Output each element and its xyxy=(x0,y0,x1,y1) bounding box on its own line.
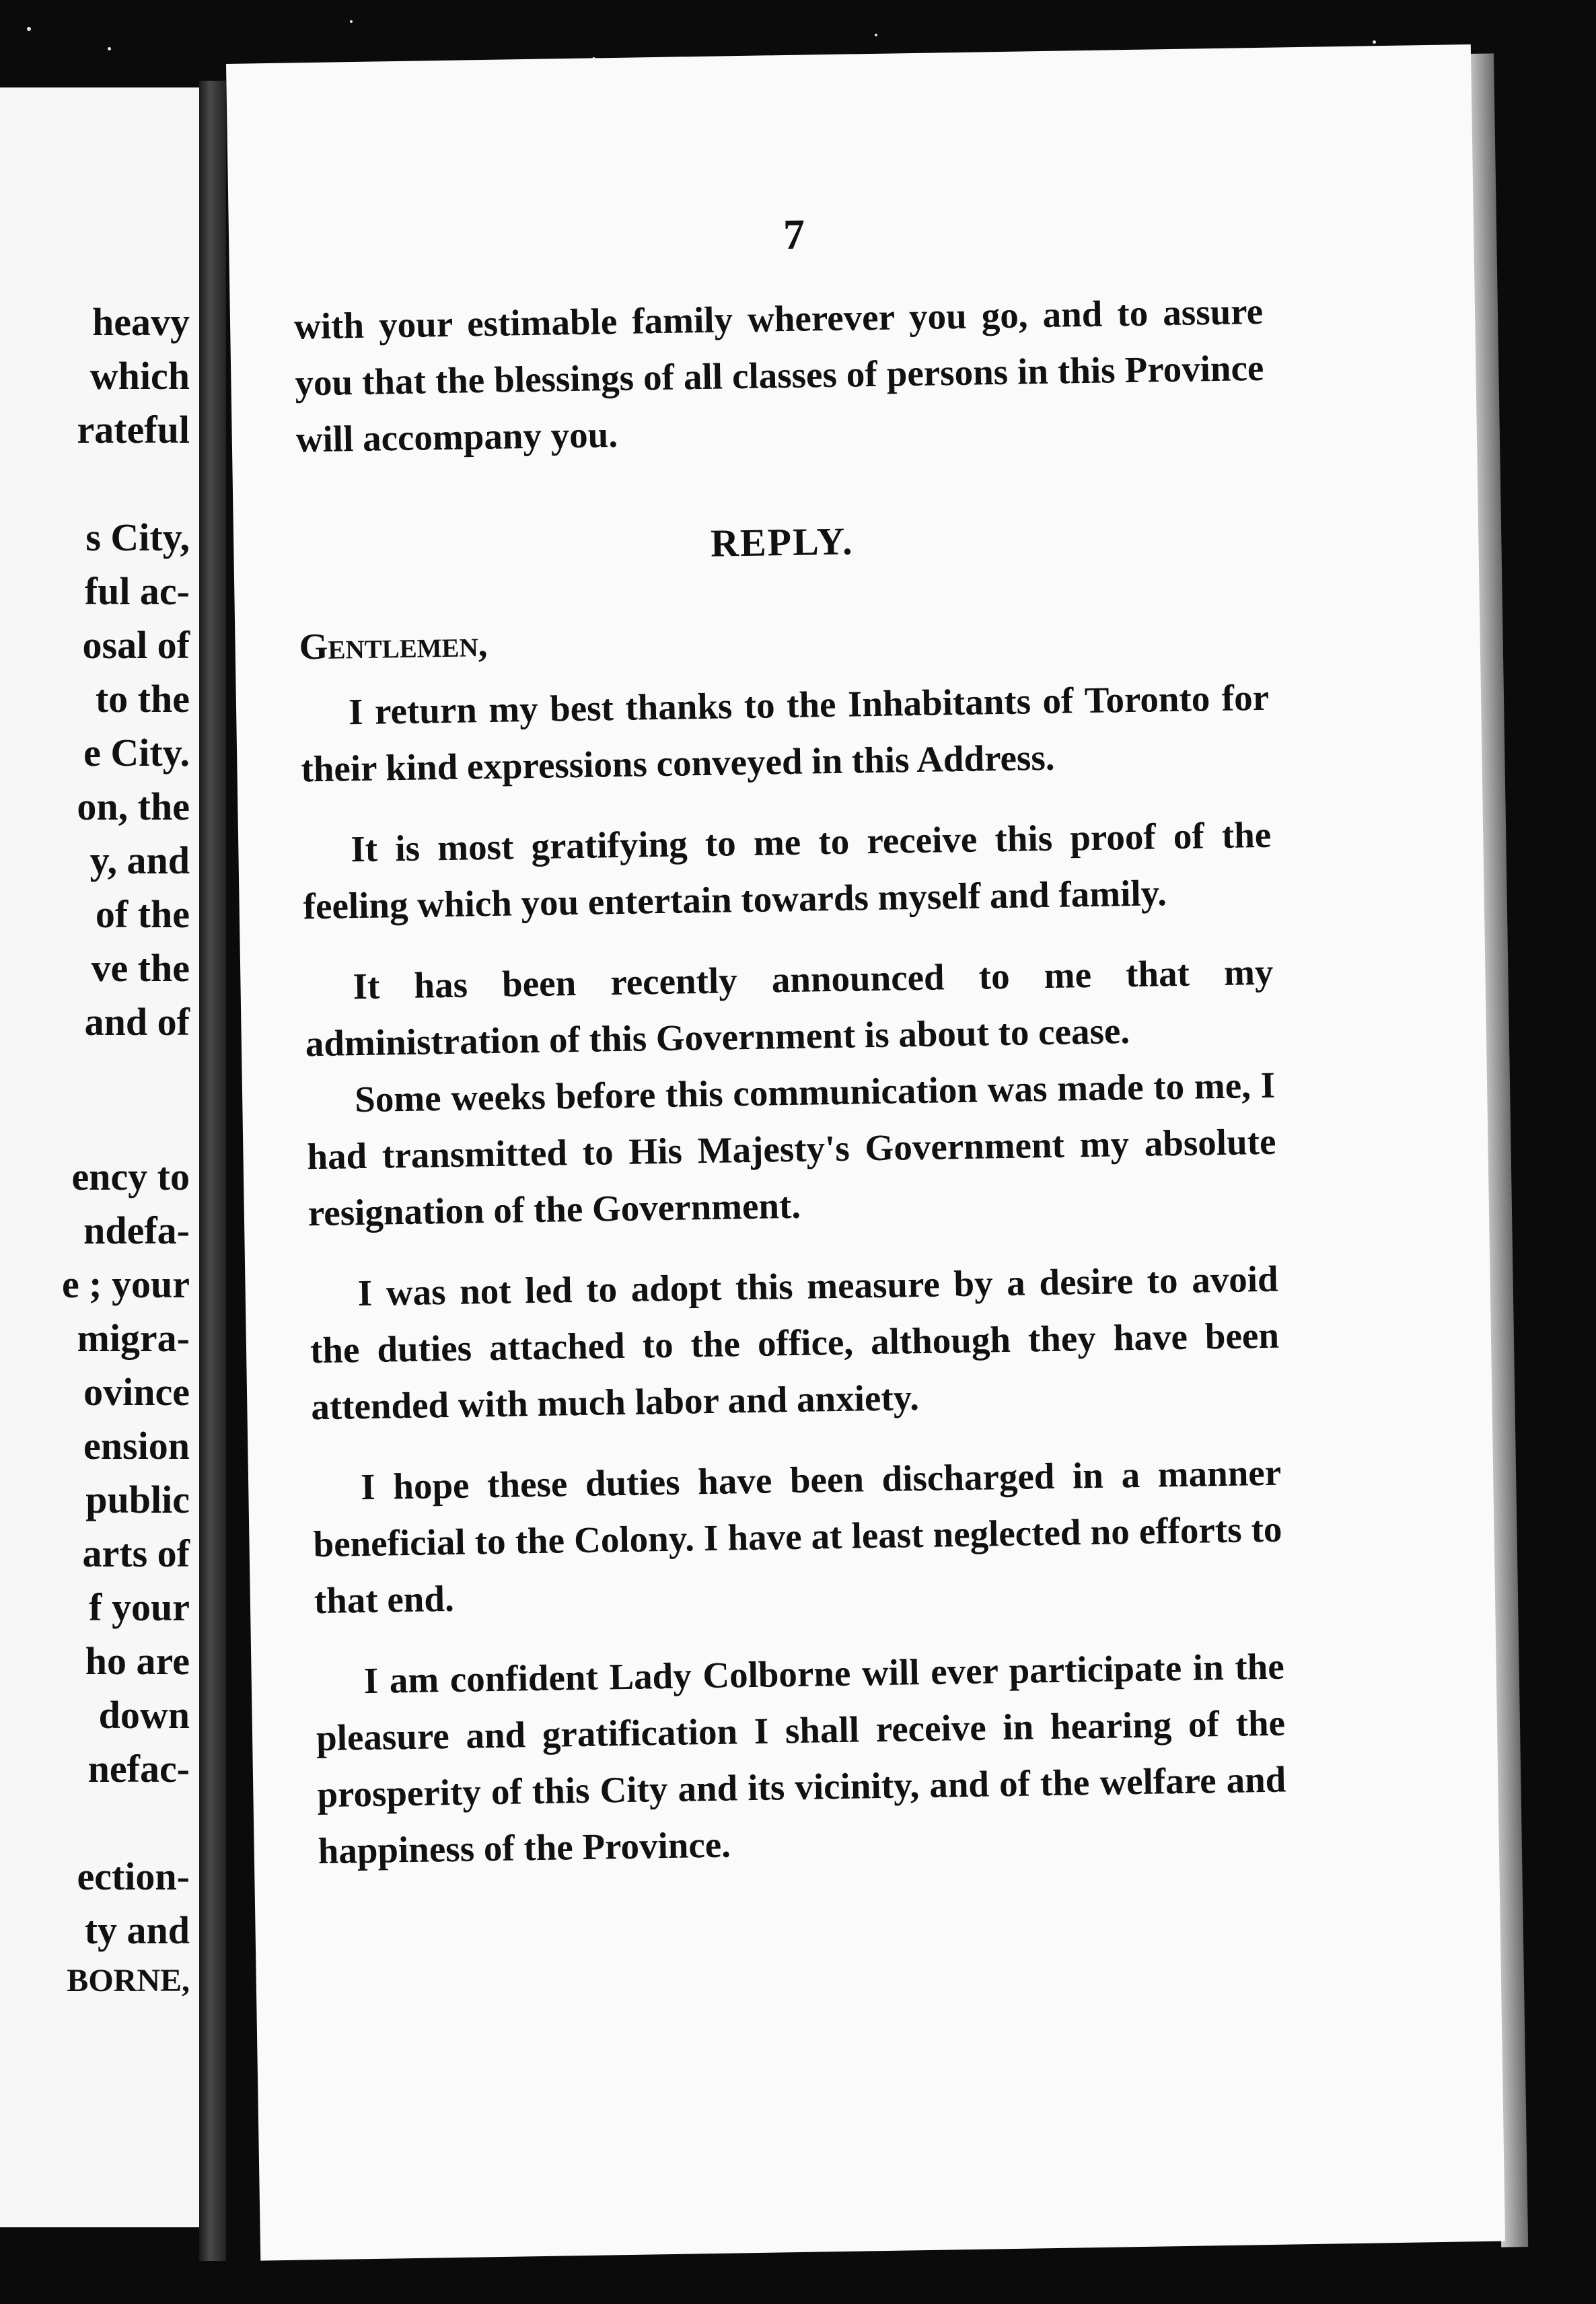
left-line: ty and xyxy=(84,1908,190,1952)
left-line: s City, xyxy=(85,515,190,559)
salutation: Gentlemen, xyxy=(299,623,488,668)
paragraph: I hope these duties have been discharged in a manner beneficial to the Colony. I have at least neglected no efforts to that end. xyxy=(313,1451,1282,1622)
facing-page-left xyxy=(0,87,206,2227)
left-line: osal of xyxy=(82,623,190,667)
left-line: to the xyxy=(95,677,190,721)
paragraph: It has been recently announced to me that my administration of this Government is about to cease. xyxy=(305,951,1274,1065)
left-line: ency to xyxy=(71,1155,190,1198)
left-line: of the xyxy=(95,892,190,936)
left-line: e ; your xyxy=(61,1262,190,1306)
page-text xyxy=(293,283,1287,1879)
left-line: ovince xyxy=(83,1370,190,1414)
book-gutter xyxy=(199,81,226,2261)
continuation-paragraph: with your estimable family wherever you go, and to assure you that the blessings of all classes of persons in this Province will accompany you. xyxy=(293,290,1264,460)
left-line: heavy xyxy=(92,300,190,344)
main-page xyxy=(226,44,1505,2261)
left-line: which xyxy=(89,354,190,398)
left-line: ve the xyxy=(91,946,190,990)
left-line: ho are xyxy=(85,1639,190,1683)
left-line: nefac- xyxy=(87,1747,190,1791)
left-line: public xyxy=(85,1478,190,1521)
paragraph: It is most gratifying to me to receive this proof of the feeling which you entertain towards myself and family. xyxy=(303,814,1272,927)
left-line: BORNE, xyxy=(67,1963,190,1999)
left-line: arts of xyxy=(82,1532,190,1575)
left-line: ension xyxy=(83,1424,190,1468)
paragraph: I was not led to adopt this measure by a desire to avoid the duties attached to the office, although they have been attended with much labor and anxiety. xyxy=(310,1258,1280,1428)
left-line: y, and xyxy=(89,838,190,882)
paragraph: I am confident Lady Colborne will ever participate in the pleasure and gratification I shall receive in hearing of the prosperity of this City and its vicinity, and of the welfare and happiness of the Province. xyxy=(316,1645,1286,1872)
left-line: ndefa- xyxy=(83,1209,190,1252)
left-line: ful ac- xyxy=(84,569,190,613)
paragraph: I return my best thanks to the Inhabitants of Toronto for their kind expressions conveyed in this Address. xyxy=(300,676,1270,790)
reply-heading: REPLY. xyxy=(710,519,854,565)
left-line: on, the xyxy=(77,785,190,828)
left-line: ection- xyxy=(77,1855,190,1898)
left-line: rateful xyxy=(77,408,190,452)
paragraph: Some weeks before this communication was made to me, I had transmitted to His Majesty's Government my absolute resignation of the Government. xyxy=(307,1064,1276,1234)
page-number: 7 xyxy=(783,210,805,259)
left-line: and of xyxy=(84,1000,190,1044)
left-line: e City. xyxy=(83,731,190,775)
left-line: down xyxy=(98,1693,190,1737)
left-line: migra- xyxy=(77,1316,190,1360)
left-line: f your xyxy=(89,1585,190,1629)
